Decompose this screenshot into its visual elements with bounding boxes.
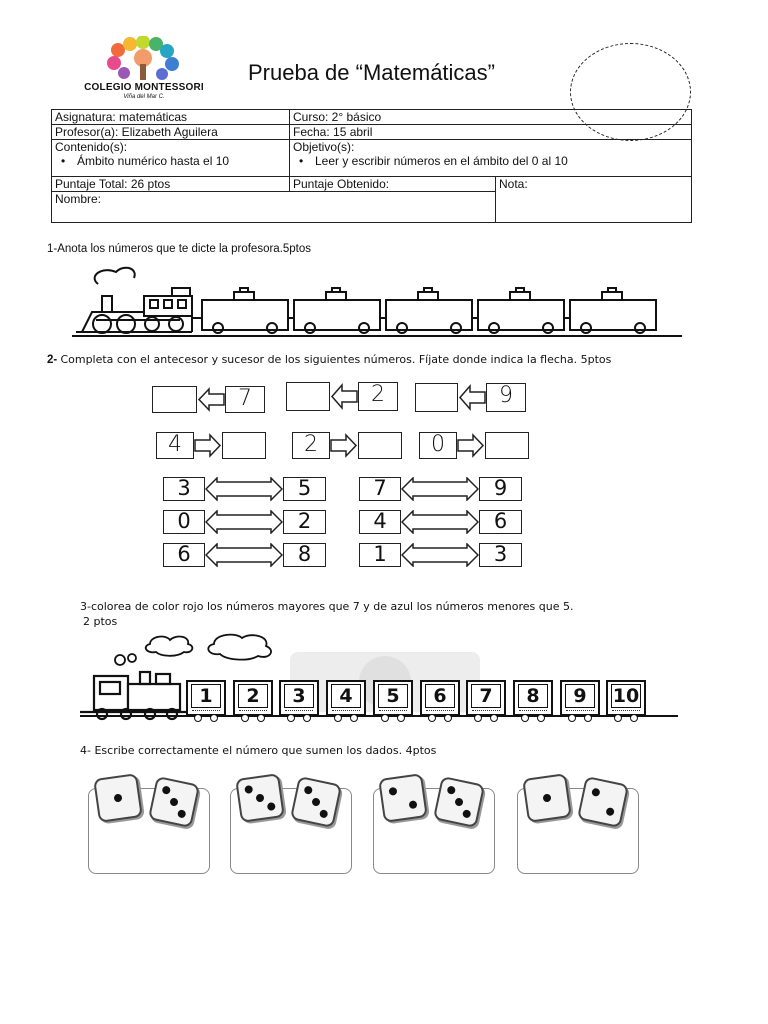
between-right-4: 6: [479, 510, 522, 534]
double-arrow-box-icon[interactable]: [401, 477, 479, 501]
nombre-cell[interactable]: Nombre:: [52, 192, 496, 223]
arrow-left-icon: [458, 383, 486, 412]
die-pip: [408, 800, 417, 809]
asignatura-cell: Asignatura: matemáticas: [52, 110, 290, 125]
puntaje-total-cell: Puntaje Total: 26 ptos: [52, 177, 290, 192]
die-pip: [177, 809, 186, 818]
contenido-item: • Ámbito numérico hasta el 10: [55, 154, 286, 168]
between-left-1: 3: [163, 477, 205, 501]
wagon-number: 8: [518, 684, 548, 708]
die-pip: [462, 809, 471, 818]
die-pip: [245, 785, 254, 794]
number-wagon-6[interactable]: [420, 680, 460, 716]
wheel-icon: [444, 714, 452, 722]
die-pip: [319, 809, 328, 818]
q4-instruction: 4- Escribe correctamente el número que sumen los dados. 4ptos: [80, 744, 437, 757]
wheel-icon: [630, 714, 638, 722]
nota-cell[interactable]: Nota:: [496, 177, 692, 223]
wheel-icon: [334, 714, 342, 722]
wheel-icon: [537, 714, 545, 722]
die-pip: [266, 802, 275, 811]
q2-instruction: [47, 353, 611, 366]
wheel-icon: [397, 714, 405, 722]
wheel-icon: [521, 714, 529, 722]
die-pip: [255, 793, 264, 802]
contenido-cell: [52, 140, 290, 177]
wheel-icon: [490, 714, 498, 722]
between-left-2: 7: [359, 477, 401, 501]
wagon-number: 10: [612, 685, 640, 707]
number-wagon-8[interactable]: [513, 680, 553, 716]
objetivo-cell: [290, 140, 692, 177]
between-left-5: 6: [163, 543, 205, 567]
school-name: COLEGIO MONTESSORI: [84, 82, 204, 93]
train-illustration-q1: [72, 262, 684, 340]
between-left-3: 0: [163, 510, 205, 534]
arrow-left-icon: [330, 382, 358, 411]
sucesor-given-1: 4: [156, 432, 194, 459]
q3-points: 2 ptos: [83, 615, 118, 628]
sucesor-given-3: 0: [419, 432, 457, 459]
arrow-right-icon: [330, 432, 358, 459]
wagon-number: 1: [191, 684, 221, 708]
fecha-cell: Fecha: 15 abril: [290, 125, 692, 140]
die-icon: [93, 773, 143, 823]
antecesor-given-2: 2: [358, 382, 398, 411]
antecesor-answer-box-1[interactable]: [152, 386, 197, 413]
sucesor-answer-box-3[interactable]: [485, 432, 529, 459]
wheel-icon: [303, 714, 311, 722]
die-icon: [378, 773, 428, 823]
school-subtitle: Viña del Mar C.: [123, 94, 165, 100]
die-icon: [522, 773, 572, 823]
number-wagon-5[interactable]: [373, 680, 413, 716]
clouds-icon: [115, 635, 271, 665]
q3-instruction: 3-colorea de color rojo los números mayores que 7 y de azul los números menores que 5.: [80, 600, 574, 613]
curso-cell: Curso: 2° básico: [290, 110, 692, 125]
die-pip: [169, 797, 178, 806]
double-arrow-box-icon[interactable]: [205, 477, 283, 501]
number-wagon-3[interactable]: [279, 680, 319, 716]
arrow-right-icon: [457, 432, 485, 459]
die-pip: [113, 793, 122, 802]
number-wagon-7[interactable]: [466, 680, 506, 716]
double-arrow-box-icon[interactable]: [205, 510, 283, 534]
logo-tree-icon: [107, 36, 179, 80]
page-title: Prueba de “Matemáticas”: [248, 60, 495, 85]
profesor-cell: Profesor(a): Elizabeth Aguilera: [52, 125, 290, 140]
wheel-icon: [257, 714, 265, 722]
contenido-label: Contenido(s):: [55, 140, 128, 154]
die-icon: [577, 776, 629, 828]
arrow-right-icon: [194, 432, 222, 459]
wheel-icon: [241, 714, 249, 722]
wagon-number: 3: [284, 684, 314, 708]
wheel-icon: [584, 714, 592, 722]
wheel-icon: [428, 714, 436, 722]
number-wagon-9[interactable]: [560, 680, 600, 716]
die-icon: [235, 773, 285, 823]
between-right-2: 9: [479, 477, 522, 501]
locomotive-icon: [76, 268, 192, 333]
die-pip: [542, 793, 551, 802]
objetivo-label: Objetivo(s):: [293, 140, 355, 154]
die-pip: [591, 788, 600, 797]
q2-text: Completa con el antecesor y sucesor de los siguientes números. Fíjate donde indica la flecha. 5ptos: [60, 353, 612, 366]
die-pip: [311, 797, 320, 806]
die-pip: [605, 807, 614, 816]
wagon-number: 2: [238, 684, 268, 708]
number-locomotive-icon: [80, 672, 190, 719]
double-arrow-box-icon[interactable]: [401, 510, 479, 534]
antecesor-answer-box-3[interactable]: [415, 383, 458, 412]
wheel-icon: [568, 714, 576, 722]
antecesor-given-1: 7: [225, 386, 265, 413]
wagon-number: 6: [425, 684, 455, 708]
between-right-5: 8: [283, 543, 326, 567]
die-pip: [304, 786, 313, 795]
antecesor-answer-box-2[interactable]: [286, 382, 330, 411]
wheel-icon: [210, 714, 218, 722]
wheel-icon: [194, 714, 202, 722]
between-left-6: 1: [359, 543, 401, 567]
die-icon: [148, 776, 200, 828]
wheel-icon: [381, 714, 389, 722]
wagon-number: 9: [565, 684, 595, 708]
wheel-icon: [474, 714, 482, 722]
number-wagon-2[interactable]: [233, 680, 273, 716]
sucesor-answer-box-2[interactable]: [358, 432, 402, 459]
q2-number: 2-: [47, 354, 58, 366]
sucesor-given-2: 2: [292, 432, 330, 459]
wagon-number: 5: [378, 684, 408, 708]
double-arrow-box-icon[interactable]: [401, 543, 479, 567]
wagon-number: 4: [331, 684, 361, 708]
between-right-3: 2: [283, 510, 326, 534]
arrow-left-icon: [197, 386, 225, 413]
puntaje-obtenido-cell: Puntaje Obtenido:: [290, 177, 496, 192]
between-right-1: 5: [283, 477, 326, 501]
die-pip: [447, 786, 456, 795]
wagon-number: 7: [471, 684, 501, 708]
info-table: [51, 109, 692, 223]
between-left-4: 4: [359, 510, 401, 534]
between-right-6: 3: [479, 543, 522, 567]
number-wagon-10[interactable]: [606, 680, 646, 716]
wheel-icon: [614, 714, 622, 722]
q1-instruction: 1-Anota los números que te dicte la profesora.5ptos: [47, 243, 312, 255]
die-icon: [433, 776, 485, 828]
die-icon: [290, 776, 342, 828]
die-pip: [162, 786, 171, 795]
number-wagon-1[interactable]: [186, 680, 226, 716]
wheel-icon: [287, 714, 295, 722]
wheel-icon: [350, 714, 358, 722]
die-pip: [454, 797, 463, 806]
double-arrow-box-icon[interactable]: [205, 543, 283, 567]
die-pip: [389, 787, 398, 796]
objetivo-item: • Leer y escribir números en el ámbito del 0 al 10: [293, 154, 688, 168]
antecesor-given-3: 9: [486, 383, 526, 412]
number-wagon-4[interactable]: [326, 680, 366, 716]
sucesor-answer-box-1[interactable]: [222, 432, 266, 459]
